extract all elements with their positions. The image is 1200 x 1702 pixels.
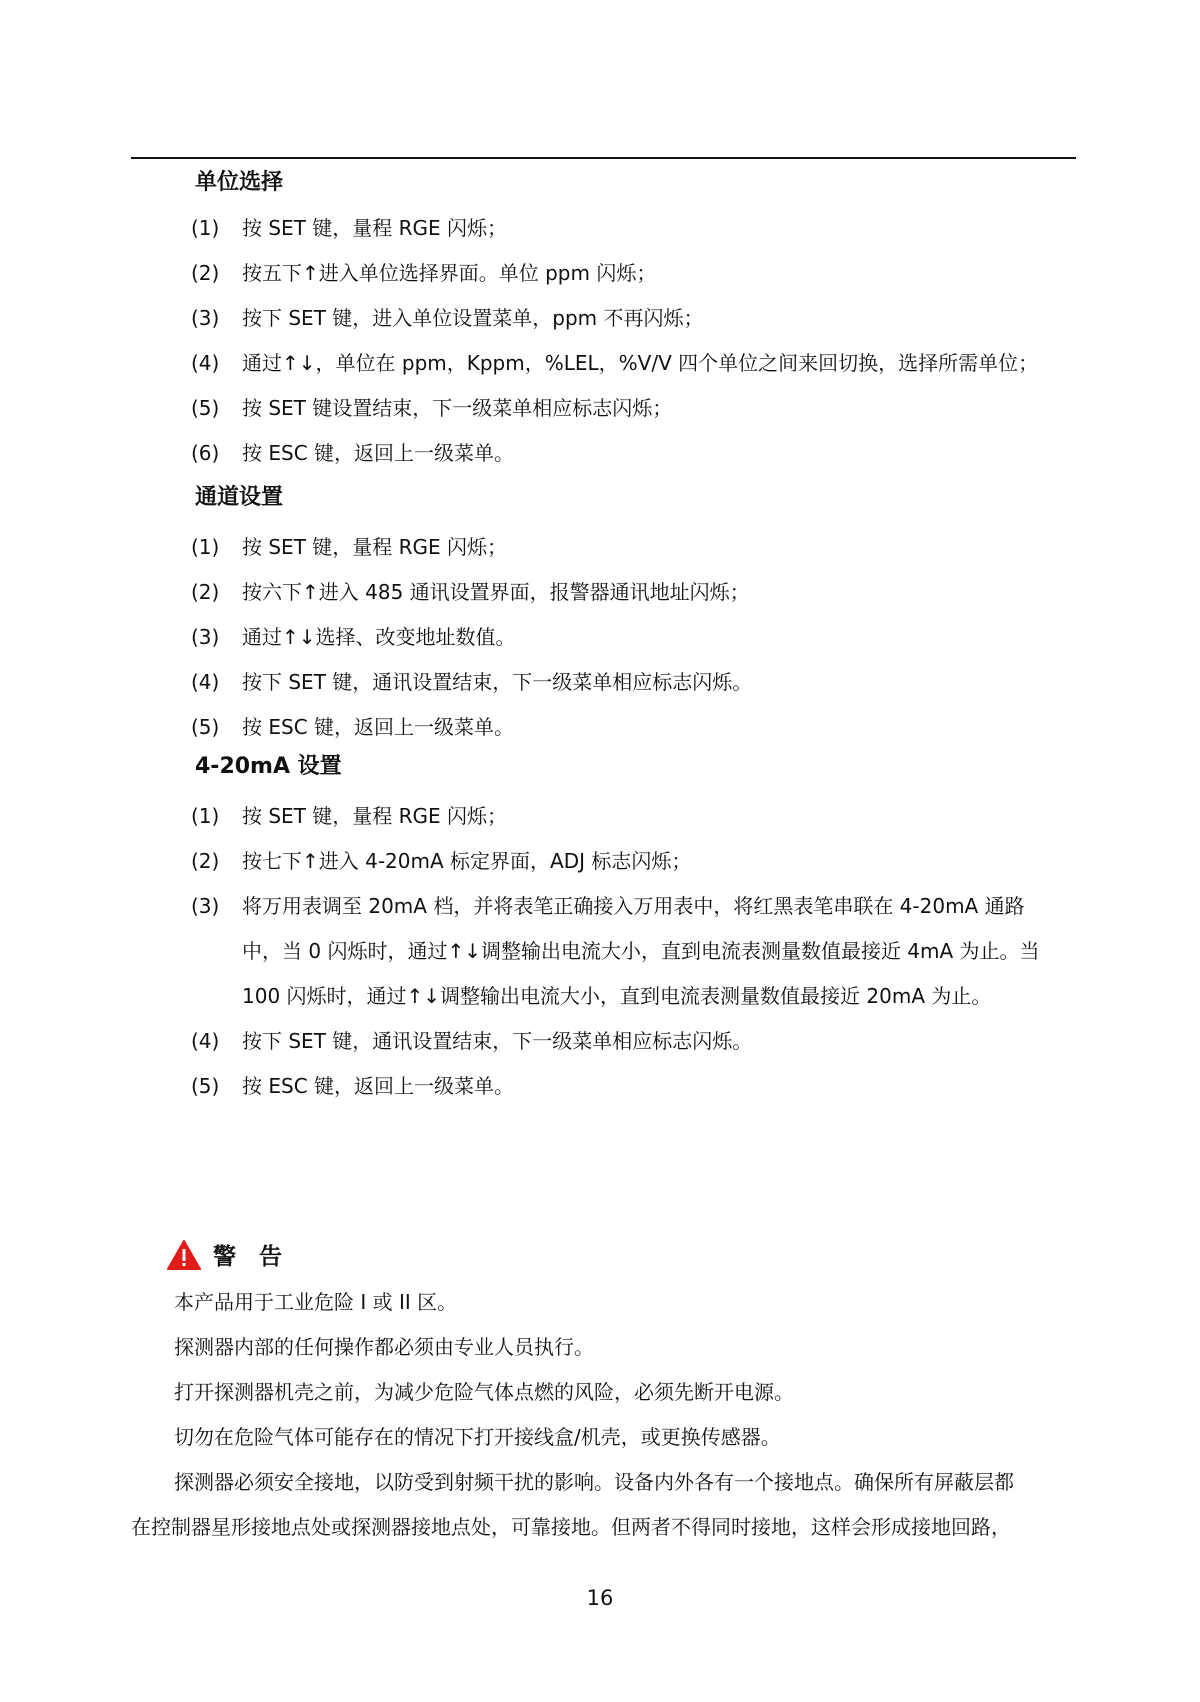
item-number: (6) xyxy=(191,441,220,465)
item-number: (5) xyxy=(191,396,220,420)
item-text: 通过↑↓选择、改变地址数值。 xyxy=(242,625,516,649)
item-text: 按下 SET 键，通讯设置结束，下一级菜单相应标志闪烁。 xyxy=(242,1029,753,1053)
header-rule xyxy=(131,157,1076,159)
page-number: 16 xyxy=(586,1586,614,1610)
warning-line: 打开探测器机壳之前，为减少危险气体点燃的风险，必须先断开电源。 xyxy=(174,1380,794,1404)
section-heading-4-20ma: 4-20mA 设置 xyxy=(195,754,342,779)
item-number: (4) xyxy=(191,351,220,375)
item-text: 按五下↑进入单位选择界面。单位 ppm 闪烁； xyxy=(242,261,657,285)
item-number: (5) xyxy=(191,715,220,739)
item-text: 按 SET 键，量程 RGE 闪烁； xyxy=(242,804,508,828)
warning-title: 警 告 xyxy=(213,1244,282,1270)
item-number: (3) xyxy=(191,625,220,649)
warning-line: 本产品用于工业危险 I 或 II 区。 xyxy=(174,1290,458,1314)
item-number: (1) xyxy=(191,216,220,240)
item-number: (4) xyxy=(191,1029,220,1053)
item-text-continued: 100 闪烁时，通过↑↓调整输出电流大小，直到电流表测量数值最接近 20mA 为止。 xyxy=(242,984,992,1008)
item-text: 按 SET 键设置结束，下一级菜单相应标志闪烁； xyxy=(242,396,673,420)
item-text: 按 ESC 键，返回上一级菜单。 xyxy=(242,441,515,465)
item-text: 按 SET 键，量程 RGE 闪烁； xyxy=(242,216,508,240)
item-number: (1) xyxy=(191,535,220,559)
item-text: 将万用表调至 20mA 档，并将表笔正确接入万用表中，将红黑表笔串联在 4-20mA 通路 xyxy=(242,894,1025,918)
warning-line: 切勿在危险气体可能存在的情况下打开接线盒/机壳，或更换传感器。 xyxy=(174,1425,781,1449)
item-number: (1) xyxy=(191,804,220,828)
item-text: 按 SET 键，量程 RGE 闪烁； xyxy=(242,535,508,559)
section-heading-channel: 通道设置 xyxy=(195,485,284,510)
item-number: (3) xyxy=(191,894,220,918)
item-text: 按六下↑进入 485 通讯设置界面，报警器通讯地址闪烁； xyxy=(242,580,750,604)
warning-line: 在控制器星形接地点处或探测器接地点处，可靠接地。但两者不得同时接地，这样会形成接地回路， xyxy=(131,1515,1011,1539)
warning-heading xyxy=(167,1238,282,1271)
item-text: 按七下↑进入 4-20mA 标定界面，ADJ 标志闪烁； xyxy=(242,849,692,873)
warning-line: 探测器必须安全接地，以防受到射频干扰的影响。设备内外各有一个接地点。确保所有屏蔽层都 xyxy=(174,1470,1014,1494)
item-text: 按下 SET 键，通讯设置结束，下一级菜单相应标志闪烁。 xyxy=(242,670,753,694)
warning-line: 探测器内部的任何操作都必须由专业人员执行。 xyxy=(174,1335,594,1359)
item-number: (2) xyxy=(191,849,220,873)
item-text: 按下 SET 键，进入单位设置菜单，ppm 不再闪烁； xyxy=(242,306,704,330)
section-heading-unit: 单位选择 xyxy=(195,170,284,195)
warning-triangle-icon xyxy=(167,1240,201,1270)
item-text: 通过↑↓，单位在 ppm，Kppm，%LEL，%V/V 四个单位之间来回切换，选择所需单位； xyxy=(242,351,1039,375)
item-number: (5) xyxy=(191,1074,220,1098)
item-number: (2) xyxy=(191,580,220,604)
item-number: (3) xyxy=(191,306,220,330)
item-number: (4) xyxy=(191,670,220,694)
item-text: 按 ESC 键，返回上一级菜单。 xyxy=(242,1074,515,1098)
item-text: 按 ESC 键，返回上一级菜单。 xyxy=(242,715,515,739)
item-text-continued: 中，当 0 闪烁时，通过↑↓调整输出电流大小，直到电流表测量数值最接近 4mA 为止。当 xyxy=(242,939,1040,963)
item-number: (2) xyxy=(191,261,220,285)
